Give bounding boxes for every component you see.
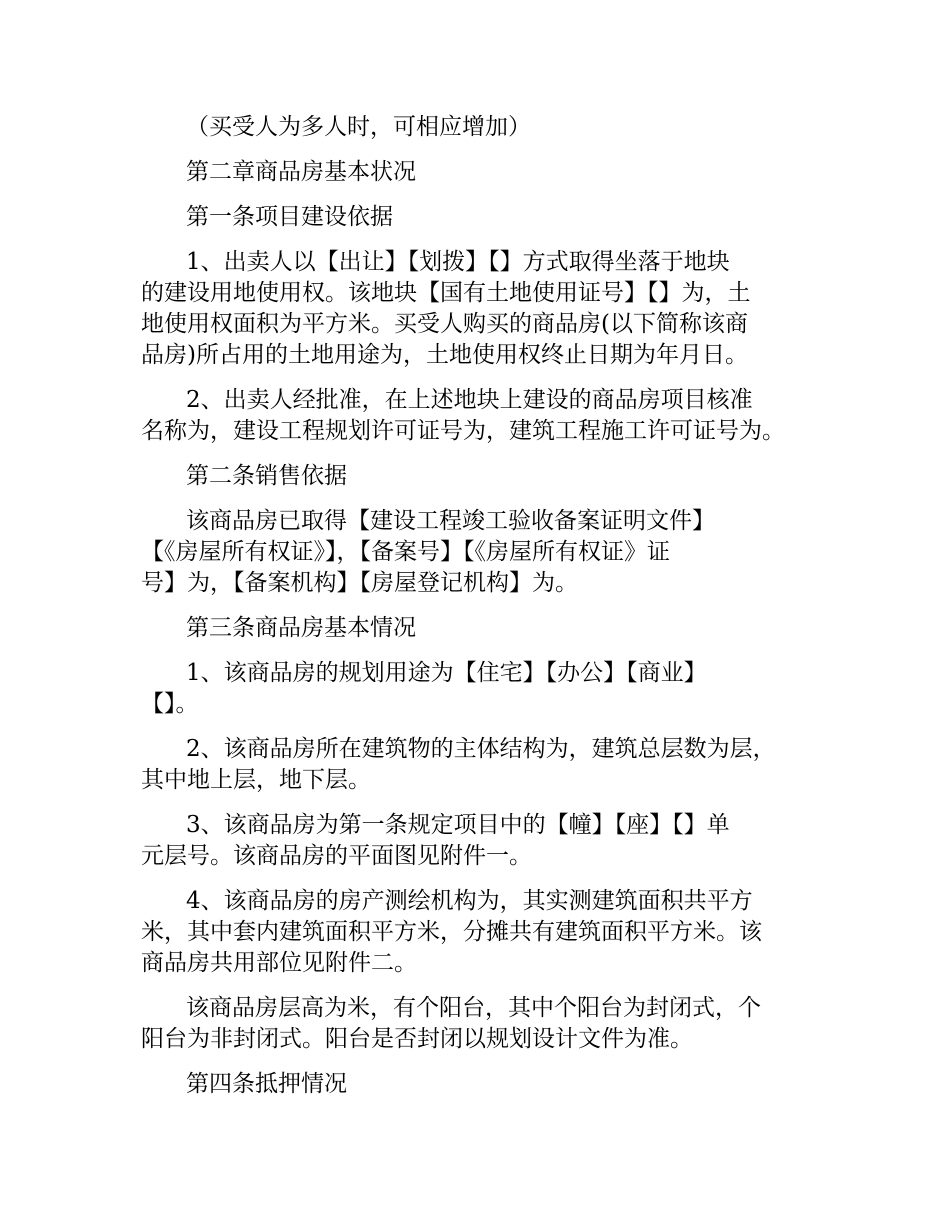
text-line: 1、出卖人以【出让】【划拨】【】方式取得坐落于地块 <box>186 249 730 275</box>
text-line: 2、出卖人经批准，在上述地块上建设的商品房项目核准 <box>186 387 753 413</box>
text-line: 的建设用地使用权。该地块【国有土地使用证号】【】为，土 <box>141 280 751 306</box>
paragraph-unit-number <box>141 810 831 872</box>
text-line: 3、该商品房为第一条规定项目中的【幢】【座】【】单 <box>186 812 730 838</box>
paragraph-planned-use <box>141 658 831 720</box>
text-line: 地使用权面积为平方米。买受人购买的商品房(以下简称该商 <box>141 311 748 337</box>
chapter-heading <box>141 157 831 188</box>
text-line: 【《房屋所有权证》】，【备案号】【《房屋所有权证》证 <box>141 539 670 565</box>
text-line: 【】。 <box>141 691 199 717</box>
text-line: 该商品房层高为米，有个阳台，其中个阳台为封闭式，个 <box>186 995 761 1021</box>
article-heading <box>141 613 831 644</box>
text-line: 4、该商品房的房产测绘机构为，其实测建筑面积共平方 <box>186 888 753 914</box>
article-heading <box>141 461 831 492</box>
text-line: 第二条销售依据 <box>186 463 347 489</box>
text-line: 第三条商品房基本情况 <box>186 615 416 641</box>
text-line: 1、该商品房的规划用途为【住宅】【办公】【商业】 <box>186 660 707 686</box>
text-line: 号】为，【备案机构】【房屋登记机构】为。 <box>141 570 578 596</box>
text-line: 该商品房已取得【建设工程竣工验收备案证明文件】 <box>186 508 715 534</box>
text-line: 第一条项目建设依据 <box>186 204 393 230</box>
paragraph-buyer-note <box>141 112 831 143</box>
text-line: 2、该商品房所在建筑物的主体结构为，建筑总层数为层， <box>186 736 776 762</box>
document-body <box>141 112 831 1114</box>
text-line: （买受人为多人时，可相应增加） <box>186 114 531 140</box>
text-line: 商品房共用部位见附件二。 <box>141 950 417 976</box>
paragraph-surveyed-area <box>141 886 831 979</box>
text-line: 米，其中套内建筑面积平方米，分摊共有建筑面积平方米。该 <box>141 919 762 945</box>
paragraph-project-approval <box>141 385 831 447</box>
paragraph-structure <box>141 734 831 796</box>
text-line: 第四条抵押情况 <box>186 1071 347 1097</box>
paragraph-balcony <box>141 993 831 1055</box>
text-line: 其中地上层，地下层。 <box>141 767 371 793</box>
article-heading <box>141 202 831 233</box>
paragraph-land-use <box>141 247 831 371</box>
text-line: 名称为，建设工程规划许可证号为，建筑工程施工许可证号为。 <box>141 418 785 444</box>
text-line: 第二章商品房基本状况 <box>186 159 416 185</box>
paragraph-sales-basis <box>141 506 831 599</box>
text-line: 元层号。该商品房的平面图见附件一。 <box>141 843 532 869</box>
text-line: 品房)所占用的土地用途为，土地使用权终止日期为年月日。 <box>141 342 748 368</box>
text-line: 阳台为非封闭式。阳台是否封闭以规划设计文件为准。 <box>141 1026 693 1052</box>
article-heading <box>141 1069 831 1100</box>
